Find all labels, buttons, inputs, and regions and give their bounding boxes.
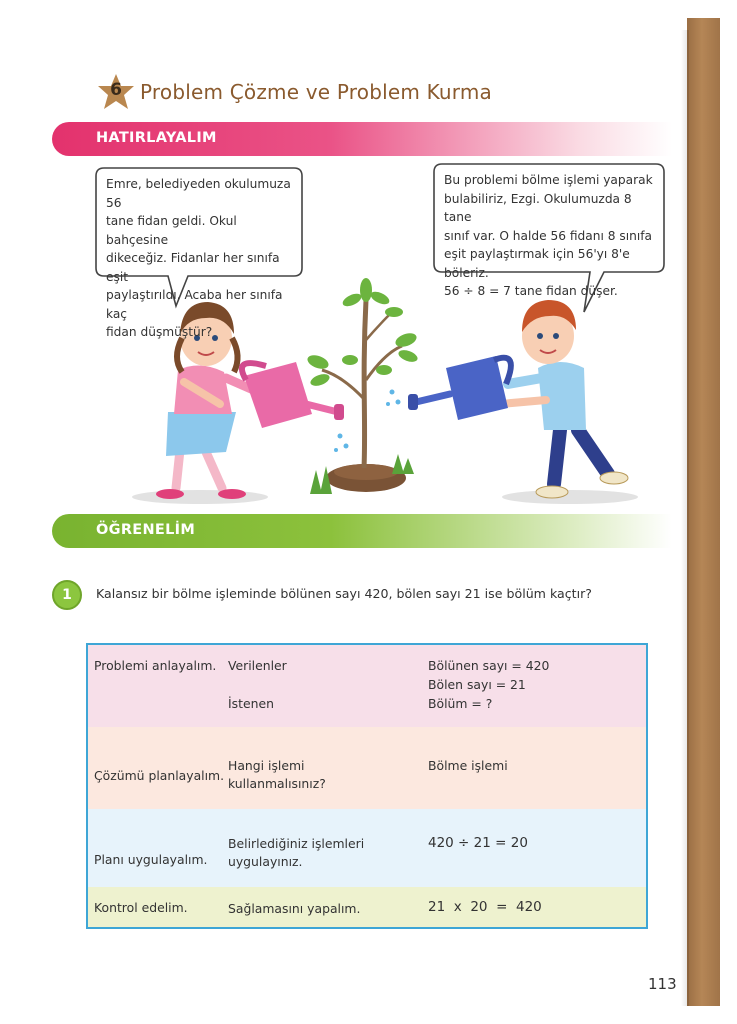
question-text: Kalansız bir bölme işleminde bölünen sayı 420, bölen sayı 21 ise bölüm kaçtır? (96, 586, 592, 601)
bubble-line: paylaştırıldı. Acaba her sınıfa kaç (106, 288, 283, 321)
asked-label: İstenen (228, 696, 274, 711)
prompt-line: uygulayınız. (228, 854, 303, 869)
step-label: Planı uygulayalım. (94, 852, 208, 867)
question-number: 1 (62, 587, 72, 603)
answer: Bölme işlemi (428, 758, 508, 773)
page-number: 113 (648, 975, 677, 993)
question-number-badge (52, 580, 82, 610)
value-line: Bölen sayı = 21 (428, 677, 526, 692)
value-line: Bölüm = ? (428, 696, 493, 711)
plant-icon (306, 278, 419, 494)
problem-solving-table (86, 643, 648, 929)
prompt-line: Belirlediğiniz işlemleri (228, 836, 365, 851)
given-label: Verilenler (228, 658, 287, 673)
boy-shadow (502, 490, 638, 504)
bubble-line: fidan düşmüştür? (106, 325, 213, 339)
value-line: Bölünen sayı = 420 (428, 658, 550, 673)
bubble-line: 56 ÷ 8 = 7 tane fidan düşer. (444, 284, 618, 298)
step-label: Kontrol edelim. (94, 900, 188, 915)
bubble-line: eşit paylaştırmak için 56'yı 8'e böleriz. (444, 247, 630, 280)
table-row (88, 645, 646, 727)
step-label: Problemi anlayalım. (94, 658, 217, 673)
table-row (88, 809, 646, 887)
prompt-line: kullanmalısınız? (228, 776, 326, 791)
chapter-number: 6 (110, 80, 122, 100)
bubble-line: Emre, belediyeden okulumuza 56 (106, 177, 291, 210)
prompt-line: Hangi işlemi (228, 758, 305, 773)
table-row (88, 887, 646, 927)
section-title-learn: ÖĞRENELİM (96, 522, 196, 538)
bubble-line: dikeceğiz. Fidanlar her sınıfa eşit (106, 251, 280, 284)
answer: 420 ÷ 21 = 20 (428, 835, 528, 851)
speech-bubble-left-text (106, 175, 296, 342)
watering-can-blue-icon (408, 356, 511, 420)
speech-bubble-right-text (444, 171, 656, 301)
prompt-line: Sağlamasını yapalım. (228, 901, 361, 916)
bubble-line: bulabiliriz, Ezgi. Okulumuzda 8 tane (444, 191, 632, 224)
page-title: Problem Çözme ve Problem Kurma (140, 80, 492, 104)
boy-figure-icon (500, 300, 628, 498)
girl-shadow (132, 490, 268, 504)
step-label: Çözümü planlayalım. (94, 768, 225, 783)
bubble-line: Bu problemi bölme işlemi yaparak (444, 173, 653, 187)
bubble-line: sınıf var. O halde 56 fidanı 8 sınıfa (444, 228, 652, 243)
section-title-remember: HATIRLAYALIM (96, 130, 217, 146)
bubble-line: tane fidan geldi. Okul bahçesine (106, 214, 237, 247)
answer: 21 x 20 = 420 (428, 899, 542, 915)
section-band-learn (52, 514, 672, 548)
table-row (88, 727, 646, 809)
